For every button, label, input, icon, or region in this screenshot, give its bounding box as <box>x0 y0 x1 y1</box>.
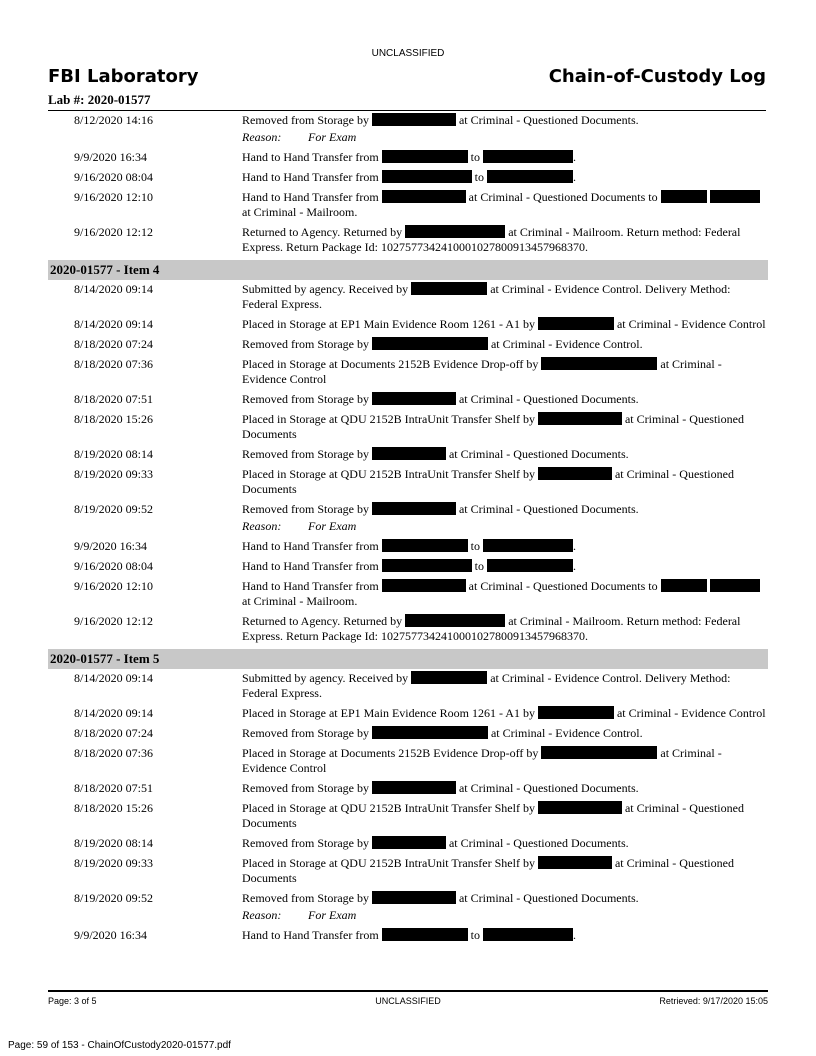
entry-text: at Criminal - Questioned Documents <box>242 856 734 885</box>
entry-text: Placed in Storage at Documents 2152B Evidence Drop-off by <box>242 357 542 371</box>
entry-description <box>242 891 768 906</box>
section-heading: 2020-01577 - Item 5 <box>48 649 768 669</box>
entry-text: to <box>467 928 483 942</box>
log-entry <box>48 467 768 497</box>
entry-text: Removed from Storage by <box>242 447 372 461</box>
reason-label: Reason: <box>242 519 282 533</box>
entry-timestamp: 8/18/2020 07:51 <box>74 392 154 406</box>
redaction-block <box>382 170 472 183</box>
reason-value: For Exam <box>308 519 357 533</box>
redaction-block <box>382 559 472 572</box>
entry-text: at Criminal - Questioned Documents. <box>455 502 639 516</box>
entry-timestamp: 9/9/2020 16:34 <box>74 150 148 164</box>
entry-text: at Criminal - Questioned Documents. <box>445 447 629 461</box>
log-entry <box>48 781 768 796</box>
log-entry <box>48 746 768 776</box>
entry-description <box>242 150 768 165</box>
entry-text: Placed in Storage at Documents 2152B Evidence Drop-off by <box>242 746 542 760</box>
redaction-block <box>483 150 573 163</box>
entry-text: Hand to Hand Transfer from <box>242 539 382 553</box>
entry-text: at Criminal - Mailroom. Return method: Federal Express. Return Package Id: 1027577342410001027800913457968370. <box>242 614 741 643</box>
entry-text: at Criminal - Questioned Documents. <box>455 113 639 127</box>
redaction-block <box>382 928 468 941</box>
entry-description <box>242 190 768 220</box>
entry-timestamp: 8/18/2020 07:24 <box>74 337 154 351</box>
entry-text: at Criminal - Evidence Control <box>242 357 722 386</box>
entry-text: Removed from Storage by <box>242 337 372 351</box>
entry-timestamp: 8/19/2020 09:33 <box>74 856 154 870</box>
entry-timestamp: 8/19/2020 09:52 <box>74 891 154 905</box>
log-entry <box>48 447 768 462</box>
redaction-block <box>710 190 760 203</box>
section-heading: 2020-01577 - Item 4 <box>48 260 768 280</box>
redaction-block <box>538 801 622 814</box>
redaction-block <box>405 225 505 238</box>
redaction-block <box>372 891 456 904</box>
entry-description <box>242 928 768 943</box>
entry-text: at Criminal - Evidence Control. <box>487 726 643 740</box>
entry-timestamp: 8/12/2020 14:16 <box>74 113 154 127</box>
redaction-block <box>538 706 614 719</box>
log-entry <box>48 928 768 943</box>
entry-timestamp: 8/14/2020 09:14 <box>74 282 154 296</box>
entry-description <box>242 539 768 554</box>
entry-text: . <box>573 928 576 942</box>
footer-classification: UNCLASSIFIED <box>375 996 441 1006</box>
entry-text: Hand to Hand Transfer from <box>242 928 382 942</box>
entry-timestamp: 9/16/2020 08:04 <box>74 170 154 184</box>
redaction-block <box>538 317 614 330</box>
log-entry <box>48 559 768 574</box>
entry-timestamp: 8/18/2020 07:51 <box>74 781 154 795</box>
entry-text: at Criminal - Questioned Documents to <box>465 579 661 593</box>
entry-description <box>242 467 768 497</box>
entry-description <box>242 671 768 701</box>
entry-description <box>242 170 768 185</box>
footer-page: Page: 3 of 5 <box>48 996 97 1006</box>
entry-text: at Criminal - Questioned Documents <box>242 412 744 441</box>
entry-timestamp: 8/14/2020 09:14 <box>74 706 154 720</box>
entry-description <box>242 614 768 644</box>
entry-reason <box>242 908 768 923</box>
entry-text: Placed in Storage at EP1 Main Evidence Room 1261 - A1 by <box>242 706 538 720</box>
entry-text: to <box>467 539 483 553</box>
log-entry <box>48 337 768 352</box>
redaction-block <box>487 559 573 572</box>
entry-text: Hand to Hand Transfer from <box>242 559 382 573</box>
entry-text: Returned to Agency. Returned by <box>242 225 406 239</box>
entry-text: at Criminal - Questioned Documents <box>242 801 744 830</box>
redaction-block <box>411 671 487 684</box>
entry-text: at Criminal - Evidence Control. <box>487 337 643 351</box>
redaction-block <box>411 282 487 295</box>
log-entry <box>48 726 768 741</box>
log-entry <box>48 392 768 407</box>
entry-text: . <box>573 539 576 553</box>
entry-text: at Criminal - Questioned Documents. <box>445 836 629 850</box>
entry-text: . <box>573 170 576 184</box>
entry-text: Removed from Storage by <box>242 502 372 516</box>
entry-description <box>242 502 768 517</box>
classification-top: UNCLASSIFIED <box>371 48 445 59</box>
log-entry <box>48 317 768 332</box>
entry-text: Placed in Storage at QDU 2152B IntraUnit Transfer Shelf by <box>242 856 538 870</box>
entry-text: . <box>573 150 576 164</box>
entry-timestamp: 9/9/2020 16:34 <box>74 539 148 553</box>
entry-timestamp: 9/16/2020 08:04 <box>74 559 154 573</box>
entry-text: Placed in Storage at QDU 2152B IntraUnit Transfer Shelf by <box>242 801 538 815</box>
entry-timestamp: 8/14/2020 09:14 <box>74 671 154 685</box>
entry-description <box>242 559 768 574</box>
redaction-block <box>538 856 612 869</box>
entry-timestamp: 8/19/2020 08:14 <box>74 447 154 461</box>
lab-number: Lab #: 2020-01577 <box>48 92 766 111</box>
redaction-block <box>538 467 612 480</box>
entry-description <box>242 746 768 776</box>
entry-text: Placed in Storage at EP1 Main Evidence Room 1261 - A1 by <box>242 317 538 331</box>
log-entry <box>48 502 768 534</box>
entry-text: Submitted by agency. Received by <box>242 671 412 685</box>
entry-text: Removed from Storage by <box>242 113 372 127</box>
entry-text: Hand to Hand Transfer from <box>242 150 382 164</box>
log-entry <box>48 170 768 185</box>
redaction-block <box>382 190 466 203</box>
log-entry <box>48 412 768 442</box>
log-entry <box>48 856 768 886</box>
entry-text: at Criminal - Questioned Documents to <box>465 190 661 204</box>
log-entry <box>48 671 768 701</box>
log-entry <box>48 282 768 312</box>
entry-description <box>242 836 768 851</box>
entry-description <box>242 706 768 721</box>
redaction-block <box>541 746 657 759</box>
entry-text: to <box>471 559 487 573</box>
entry-description <box>242 392 768 407</box>
header-left: FBI Laboratory <box>48 66 199 87</box>
entry-timestamp: 8/18/2020 15:26 <box>74 801 154 815</box>
redaction-block <box>661 190 707 203</box>
entry-text: Placed in Storage at QDU 2152B IntraUnit Transfer Shelf by <box>242 412 538 426</box>
entry-text: Removed from Storage by <box>242 726 372 740</box>
entry-description <box>242 317 768 332</box>
reason-value: For Exam <box>308 908 357 922</box>
redaction-block <box>372 502 456 515</box>
footer-retrieved: Retrieved: 9/17/2020 15:05 <box>659 996 768 1006</box>
entry-timestamp: 8/14/2020 09:14 <box>74 317 154 331</box>
entry-text: Hand to Hand Transfer from <box>242 579 382 593</box>
entry-description <box>242 113 768 128</box>
entry-text: Returned to Agency. Returned by <box>242 614 406 628</box>
entry-text: to <box>467 150 483 164</box>
reason-label: Reason: <box>242 908 282 922</box>
entry-reason <box>242 130 768 145</box>
entry-description <box>242 225 768 255</box>
log-entry <box>48 539 768 554</box>
entry-text: Hand to Hand Transfer from <box>242 190 382 204</box>
redaction-block <box>372 337 488 350</box>
entry-text: . <box>573 559 576 573</box>
entry-text: at Criminal - Mailroom. Return method: Federal Express. Return Package Id: 1027577342410001027800913457968370. <box>242 225 741 254</box>
log-entry <box>48 614 768 644</box>
redaction-block <box>382 579 466 592</box>
redaction-block <box>483 539 573 552</box>
redaction-block <box>710 579 760 592</box>
entry-description <box>242 781 768 796</box>
entry-text: at Criminal - Evidence Control <box>242 746 722 775</box>
redaction-block <box>372 726 488 739</box>
entry-description <box>242 801 768 831</box>
entry-text: at Criminal - Questioned Documents. <box>455 392 639 406</box>
entry-text: Hand to Hand Transfer from <box>242 170 382 184</box>
redaction-block <box>372 836 446 849</box>
entry-text: at Criminal - Evidence Control <box>613 706 766 720</box>
entry-text: at Criminal - Mailroom. <box>242 594 358 608</box>
custody-log <box>48 113 768 948</box>
entry-timestamp: 9/16/2020 12:12 <box>74 614 154 628</box>
entry-description <box>242 412 768 442</box>
redaction-block <box>372 781 456 794</box>
log-entry <box>48 579 768 609</box>
entry-text: to <box>471 170 487 184</box>
entry-timestamp: 9/16/2020 12:10 <box>74 190 154 204</box>
entry-timestamp: 8/19/2020 08:14 <box>74 836 154 850</box>
entry-text: at Criminal - Evidence Control. Delivery Method: Federal Express. <box>242 671 731 700</box>
entry-timestamp: 9/9/2020 16:34 <box>74 928 148 942</box>
entry-text: at Criminal - Questioned Documents. <box>455 781 639 795</box>
entry-timestamp: 8/18/2020 07:24 <box>74 726 154 740</box>
reason-value: For Exam <box>308 130 357 144</box>
redaction-block <box>483 928 573 941</box>
entry-timestamp: 9/16/2020 12:10 <box>74 579 154 593</box>
log-entry <box>48 357 768 387</box>
redaction-block <box>661 579 707 592</box>
entry-description <box>242 337 768 352</box>
entry-description <box>242 856 768 886</box>
redaction-block <box>538 412 622 425</box>
entry-text: at Criminal - Questioned Documents <box>242 467 734 496</box>
log-entry <box>48 706 768 721</box>
entry-text: Removed from Storage by <box>242 392 372 406</box>
header-right: Chain-of-Custody Log <box>548 66 766 87</box>
pdf-page-footer: Page: 59 of 153 - ChainOfCustody2020-01577.pdf <box>8 1040 231 1051</box>
redaction-block <box>372 113 456 126</box>
entry-text: Removed from Storage by <box>242 836 372 850</box>
redaction-block <box>487 170 573 183</box>
entry-timestamp: 8/19/2020 09:52 <box>74 502 154 516</box>
entry-description <box>242 447 768 462</box>
log-entry <box>48 190 768 220</box>
redaction-block <box>382 150 468 163</box>
entry-timestamp: 8/18/2020 15:26 <box>74 412 154 426</box>
page-header <box>48 66 766 88</box>
redaction-block <box>372 447 446 460</box>
entry-description <box>242 357 768 387</box>
entry-text: Removed from Storage by <box>242 891 372 905</box>
entry-description <box>242 579 768 609</box>
entry-text: Removed from Storage by <box>242 781 372 795</box>
entry-timestamp: 8/18/2020 07:36 <box>74 357 154 371</box>
entry-text: Placed in Storage at QDU 2152B IntraUnit Transfer Shelf by <box>242 467 538 481</box>
entry-timestamp: 8/18/2020 07:36 <box>74 746 154 760</box>
entry-description <box>242 282 768 312</box>
entry-text: at Criminal - Evidence Control <box>613 317 766 331</box>
entry-timestamp: 8/19/2020 09:33 <box>74 467 154 481</box>
log-entry <box>48 225 768 255</box>
entry-text: Submitted by agency. Received by <box>242 282 412 296</box>
log-entry <box>48 113 768 145</box>
redaction-block <box>405 614 505 627</box>
entry-text: at Criminal - Evidence Control. Delivery Method: Federal Express. <box>242 282 731 311</box>
log-entry <box>48 891 768 923</box>
redaction-block <box>382 539 468 552</box>
log-entry <box>48 801 768 831</box>
log-entry <box>48 836 768 851</box>
page-footer <box>48 990 768 1010</box>
redaction-block <box>372 392 456 405</box>
entry-timestamp: 9/16/2020 12:12 <box>74 225 154 239</box>
reason-label: Reason: <box>242 130 282 144</box>
redaction-block <box>541 357 657 370</box>
log-entry <box>48 150 768 165</box>
entry-text: at Criminal - Questioned Documents. <box>455 891 639 905</box>
entry-reason <box>242 519 768 534</box>
entry-text: at Criminal - Mailroom. <box>242 205 358 219</box>
entry-description <box>242 726 768 741</box>
